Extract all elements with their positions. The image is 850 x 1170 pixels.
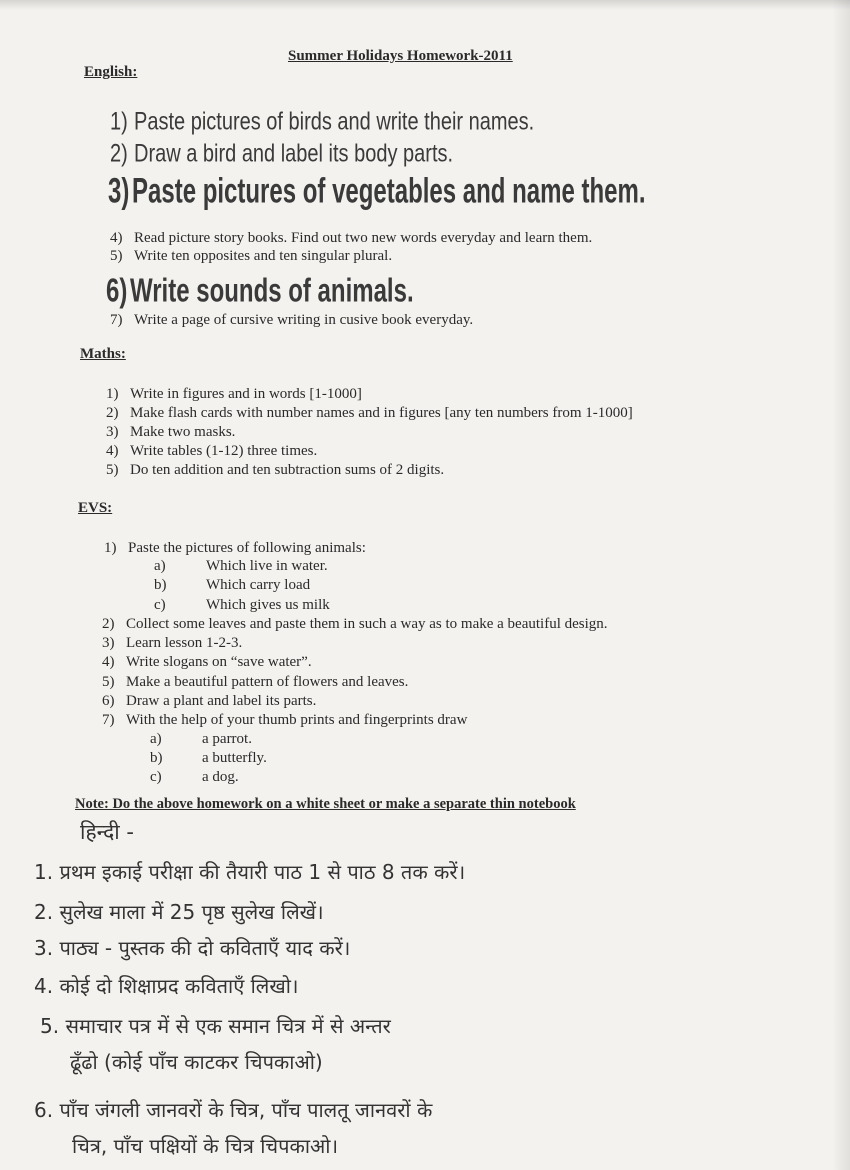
hindi-line-6: ढूँढो (कोई पाँच काटकर चिपकाओ) (70, 1050, 323, 1074)
evs-item-1-sub-a: a) Which live in water. (154, 558, 328, 574)
english-item-5: 5) Write ten opposites and ten singular plural. (110, 248, 393, 264)
scan-top-shadow (0, 0, 850, 10)
scan-right-shadow (832, 0, 850, 1170)
evs-item-2: 2) Collect some leaves and paste them in such a way as to make a beautiful design. (102, 616, 608, 632)
english-item-6: 6) Write sounds of animals. (106, 272, 414, 310)
hindi-heading: हिन्दी - (80, 820, 134, 844)
evs-item-1-sub-c: c) Which gives us milk (154, 597, 330, 613)
evs-item-4: 4) Write slogans on “save water”. (102, 654, 312, 670)
evs-item-7-sub-b: b) a butterfly. (150, 750, 267, 766)
evs-heading: EVS: (78, 500, 113, 516)
evs-item-7-sub-a: a) a parrot. (150, 731, 252, 747)
hindi-line-1: 1. प्रथम इकाई परीक्षा की तैयारी पाठ 1 से पाठ 8 तक करें। (34, 860, 466, 884)
maths-item-1: 1) Write in figures and in words [1-1000] (106, 386, 362, 402)
evs-item-1: 1) Paste the pictures of following animals: (104, 540, 366, 556)
english-item-3: 3) Paste pictures of vegetables and name them. (108, 172, 646, 212)
maths-item-3: 3) Make two masks. (106, 424, 236, 440)
english-item-4: 4) Read picture story books. Find out two new words everyday and learn them. (110, 230, 593, 246)
evs-item-1-sub-b: b) Which carry load (154, 577, 311, 593)
evs-item-7: 7) With the help of your thumb prints and fingerprints draw (102, 712, 468, 728)
note-text: Note: Do the above homework on a white sheet or make a separate thin notebook (75, 796, 576, 812)
evs-item-3: 3) Learn lesson 1-2-3. (102, 635, 243, 651)
evs-item-5: 5) Make a beautiful pattern of flowers and leaves. (102, 674, 409, 690)
english-item-2: 2) Draw a bird and label its body parts. (110, 140, 454, 168)
hindi-line-2: 2. सुलेख माला में 25 पृष्ठ सुलेख लिखें। (34, 900, 324, 924)
english-item-1: 1) Paste pictures of birds and write their names. (110, 108, 535, 136)
maths-heading: Maths: (80, 346, 126, 362)
hindi-line-5: 5. समाचार पत्र में से एक समान चित्र में से अन्तर (40, 1014, 391, 1038)
maths-item-4: 4) Write tables (1-12) three times. (106, 443, 318, 459)
english-item-7: 7) Write a page of cursive writing in cusive book everyday. (110, 312, 474, 328)
evs-item-6: 6) Draw a plant and label its parts. (102, 693, 317, 709)
hindi-line-8: चित्र, पाँच पक्षियों के चित्र चिपकाओ। (72, 1134, 339, 1158)
hindi-line-3: 3. पाठ्य - पुस्तक की दो कविताएँ याद करें। (34, 936, 351, 960)
maths-item-5: 5) Do ten addition and ten subtraction sums of 2 digits. (106, 462, 445, 478)
hindi-line-7: 6. पाँच जंगली जानवरों के चित्र, पाँच पालतू जानवरों के (34, 1098, 433, 1122)
maths-item-2: 2) Make flash cards with number names and in figures [any ten numbers from 1-1000] (106, 405, 633, 421)
english-heading: English: (84, 64, 138, 80)
evs-item-7-sub-c: c) a dog. (150, 769, 239, 785)
hindi-line-4: 4. कोई दो शिक्षाप्रद कविताएँ लिखो। (34, 974, 299, 998)
page-title: Summer Holidays Homework-2011 (288, 48, 513, 64)
